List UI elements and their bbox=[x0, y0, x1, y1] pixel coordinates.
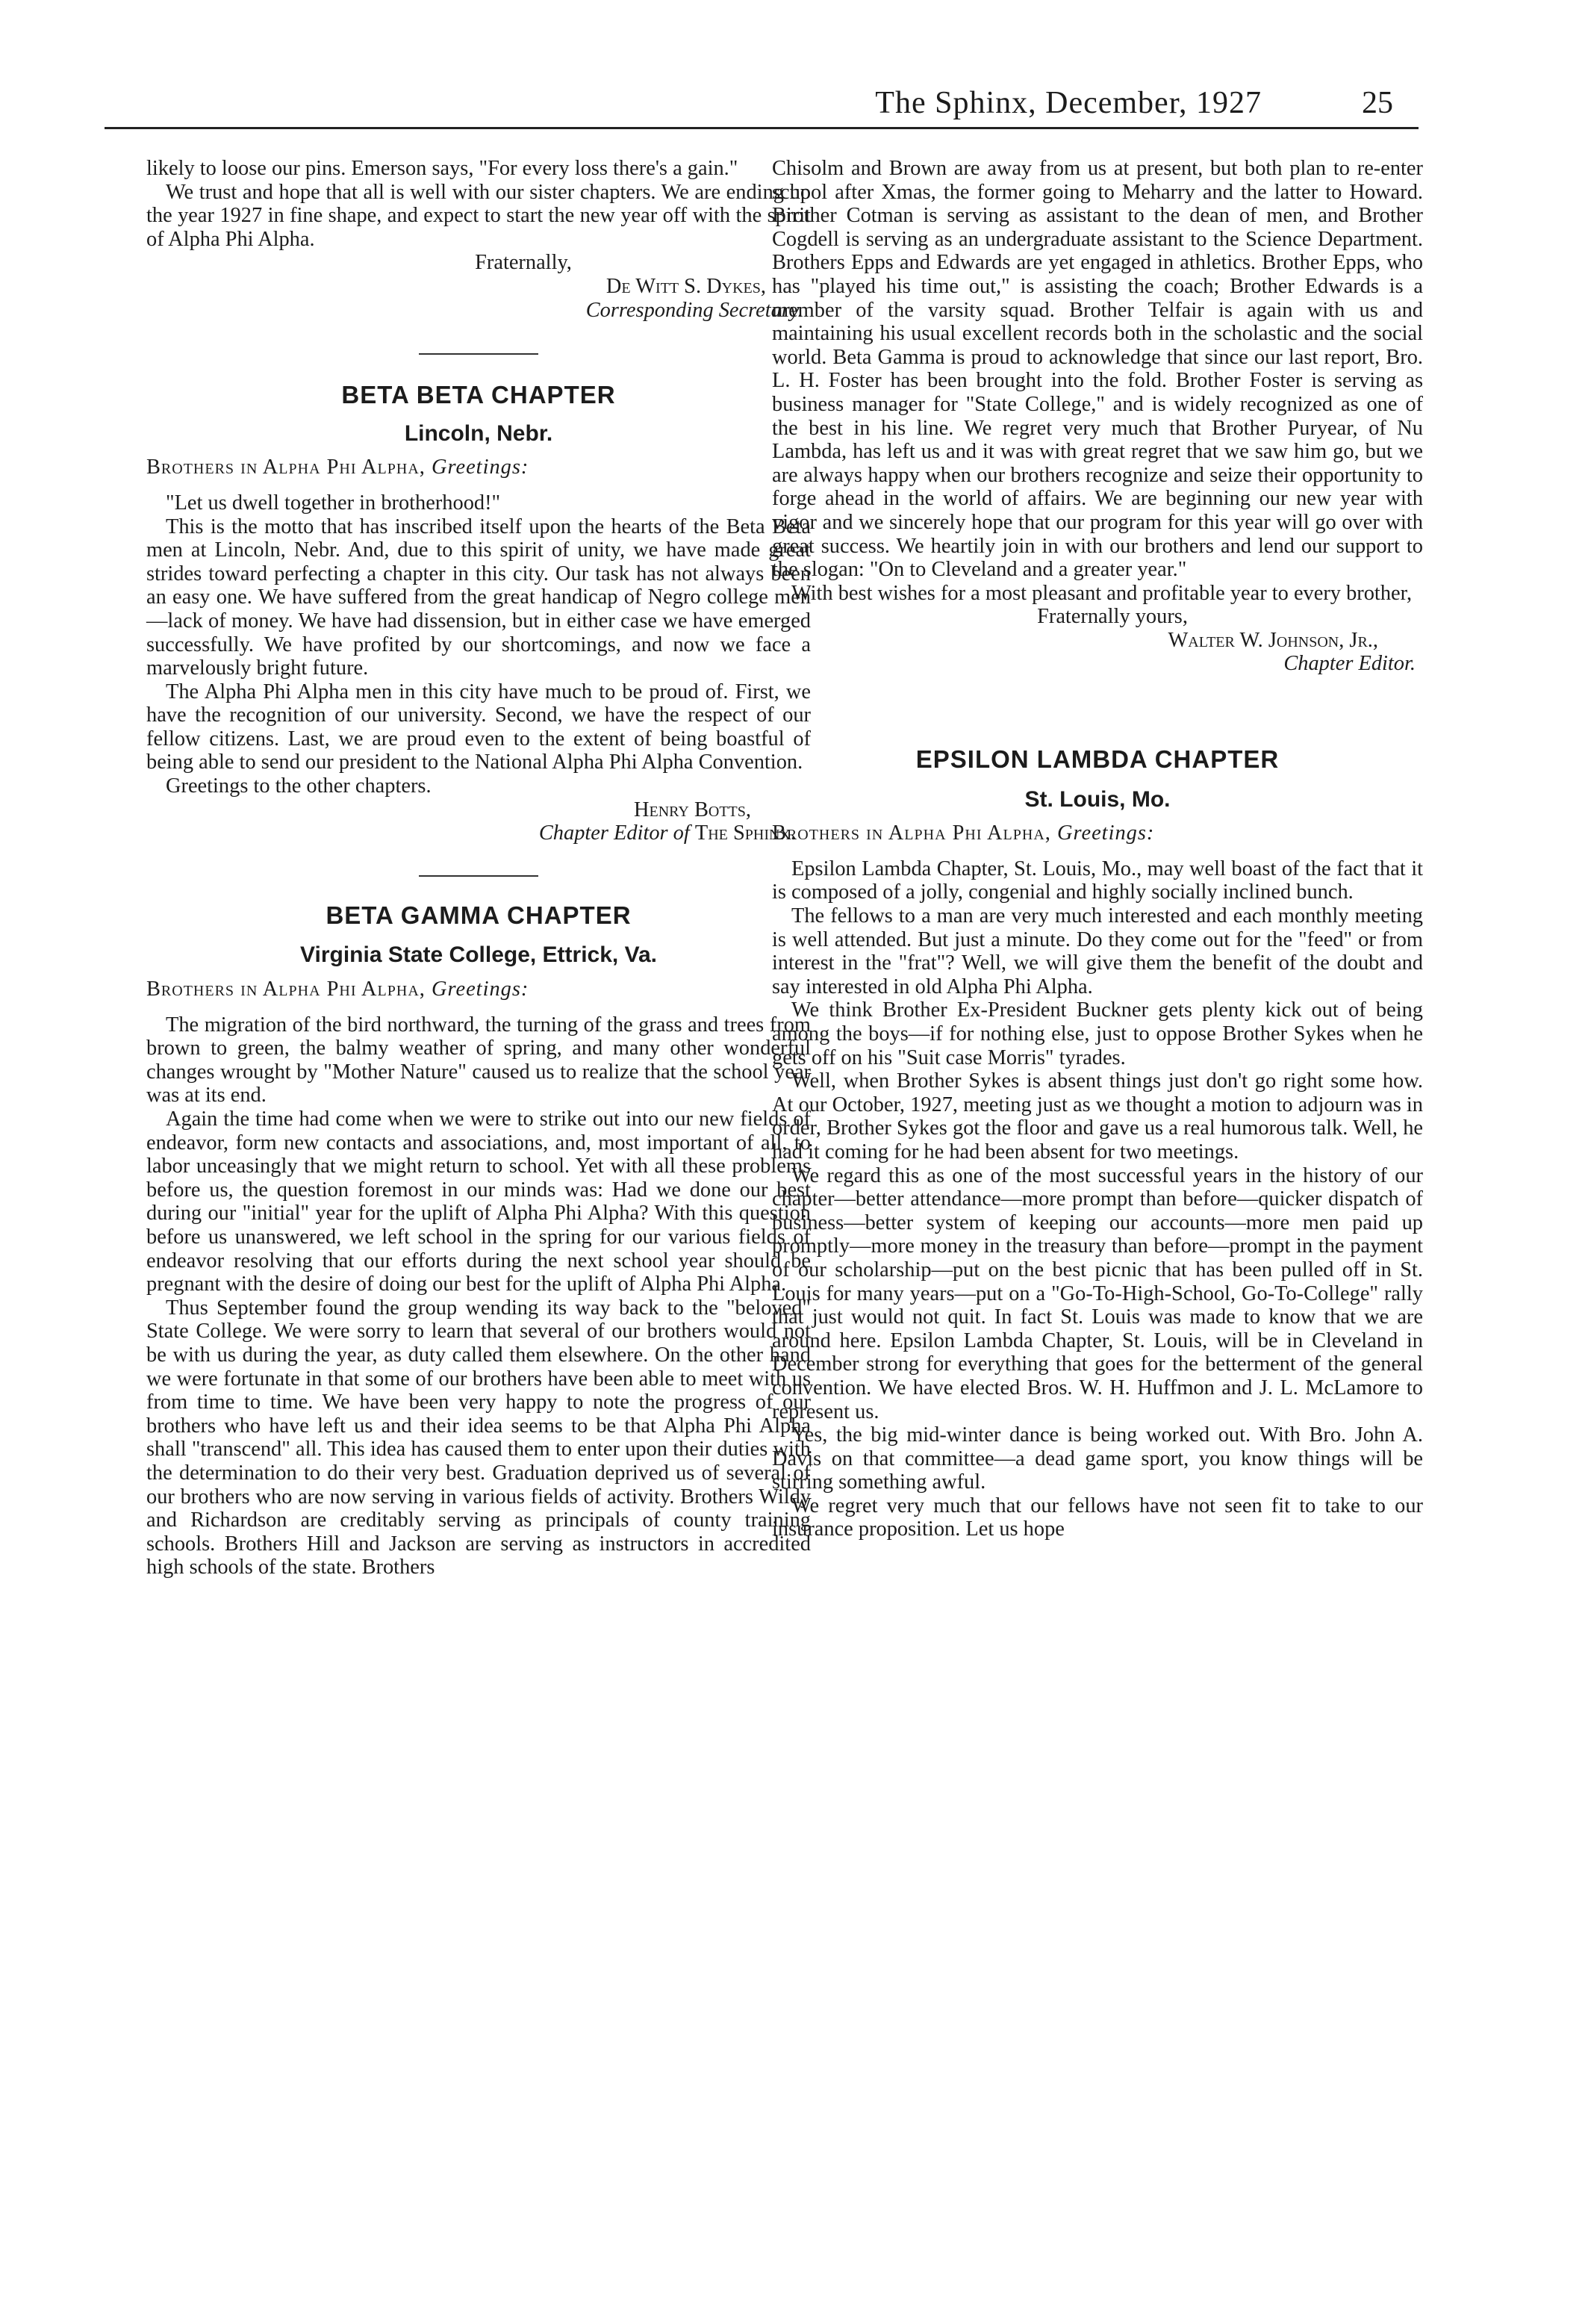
epsilon-lambda-salutation bbox=[772, 821, 1423, 845]
beta-beta-heading: BETA BETA CHAPTER bbox=[341, 381, 616, 409]
paragraph: The Alpha Phi Alpha men in this city have much to be proud of. First, we have the recognition of our university. Second, we have the respect of our fellow citizens. Last, we are proud even to the extent of being boastful of being able to send our president to the National Alpha Phi Alpha Convention. bbox=[146, 680, 811, 774]
salutation-text: Brothers in Alpha Phi Alpha, bbox=[772, 821, 1051, 845]
greeting-text: Greetings: bbox=[431, 456, 529, 479]
signature-title-line bbox=[146, 821, 811, 845]
paragraph: With best wishes for a most pleasant and profitable year to every brother, bbox=[791, 581, 1413, 605]
beta-gamma-location: Virginia State College, Ettrick, Va. bbox=[300, 942, 657, 968]
paragraph: "Let us dwell together in brotherhood!" bbox=[166, 491, 501, 515]
paragraph: Well, when Brother Sykes is absent things just don't go right some how. At our October, 1927, meeting just as we thought a motion to adjourn was in order, Brother Sykes got the floor and gave us a real humorous talk. Well, he had it coming for he had been absent for two meetings. bbox=[772, 1069, 1423, 1163]
beta-beta-location: Lincoln, Nebr. bbox=[404, 420, 553, 446]
signature: Henry Botts, bbox=[634, 798, 751, 821]
signature-publication: The Sphinx. bbox=[694, 821, 796, 845]
salutation-text: Brothers in Alpha Phi Alpha, bbox=[146, 456, 426, 479]
page-header bbox=[105, 81, 1419, 130]
closing: Fraternally yours, bbox=[1037, 605, 1188, 629]
salutation-text: Brothers in Alpha Phi Alpha, bbox=[146, 978, 426, 1001]
beta-beta-salutation bbox=[146, 456, 811, 479]
paragraph: Thus September found the group wending its way back to the "beloved" State College. We were sorry to learn that several of our brothers would not be with us during the year, as duty called them elsewhere. On the other hand we were fortunate in that some of our brothers have been able to meet with us from time to time. We have been very happy to note the progress of our brothers who have left us and their idea seems to be that Alpha Phi Alpha shall "transcend" all. This idea has caused them to enter upon their duties with the determination to do their very best. Graduation deprived us of several of our brothers who are now serving in various fields of activity. Brothers Wildy and Richardson are creditably serving as principals of county training schools. Brothers Hill and Jackson are serving as instructors in accredited high schools of the state. Brothers bbox=[146, 1296, 811, 1579]
signature: De Witt S. Dykes, bbox=[605, 274, 766, 298]
epsilon-lambda-location: St. Louis, Mo. bbox=[1024, 786, 1171, 812]
epsilon-lambda-heading: EPSILON LAMBDA CHAPTER bbox=[915, 745, 1280, 774]
beta-gamma-heading: BETA GAMMA CHAPTER bbox=[326, 901, 632, 929]
signature-title-line bbox=[772, 652, 1423, 676]
right-column bbox=[772, 157, 1423, 1541]
signature: Walter W. Johnson, Jr., bbox=[1168, 628, 1378, 652]
paragraph: This is the motto that has inscribed itself upon the hearts of the Beta Beta men at Lincoln, Nebr. And, due to this spirit of unity, we have made great strides toward perfecting a chapter in this city. Our task has not always been an easy one. We have suffered from the great handicap of Negro college men—lack of money. We have had dissension, but in either case we have emerged successfully. We have profited by our shortcomings, and now we face a marvelously bright future. bbox=[146, 515, 811, 680]
section-divider bbox=[419, 875, 538, 877]
paragraph: We think Brother Ex-President Buckner gets plenty kick out of being among the boys—if for nothing else, just to oppose Brother Sykes when he gets off on his "Suit case Morris" tyrades. bbox=[772, 998, 1423, 1069]
paragraph: Chisolm and Brown are away from us at present, but both plan to re-enter school after Xmas, the former going to Meharry and the latter to Howard. Brother Cotman is serving as assistant to the dean of men, and Brother Cogdell is serving as an undergraduate assistant to the Science Department. Brothers Epps and Edwards are yet engaged in athletics. Brother Epps, who has "played his time out," is assisting the coach; Brother Edwards is a member of the varsity squad. Brother Telfair is again with us and maintaining his usual excellent records both in the scholastic and the social world. Beta Gamma is proud to acknowledge that since our last report, Bro. L. H. Foster has been brought into the fold. Brother Foster is serving as business manager for "State College," and is widely recognized as one of the best in his line. We regret very much that Brother Puryear, of Nu Lambda, has left us and it was with great regret that we saw him go, but we are always happy when our brothers recognize and seize their opportunity to forge ahead in the world of affairs. We are beginning our new year with vigor and we sincerely hope that our program for this year will go over with great success. We heartily join in with our brothers and lend our support to the slogan: "On to Cleveland and a greater year." bbox=[772, 157, 1423, 582]
page-number: 25 bbox=[1362, 86, 1393, 120]
left-column bbox=[146, 157, 811, 1579]
signature-title: Corresponding Secretary. bbox=[585, 298, 803, 322]
header-rule bbox=[105, 127, 1419, 129]
paragraph: Epsilon Lambda Chapter, St. Louis, Mo., may well boast of the fact that it is composed of a jolly, congenial and highly socially inclined bunch. bbox=[772, 857, 1423, 904]
section-spacer bbox=[772, 676, 1423, 748]
paragraph: Again the time had come when we were to strike out into our new fields of endeavor, form new contacts and associations, and, most important of all, to labor unceasingly that we might return to school. Yet with all these problems before us, the question foremost in our minds was: Had we done our best during our "initial" year for the uplift of Alpha Phi Alpha? With this question before us unanswered, we left school in the spring for our various fields of endeavor resolving that our efforts during the next school year should be pregnant with the desire of doing our best for the uplift of Alpha Phi Alpha. bbox=[146, 1107, 811, 1296]
greeting-text: Greetings: bbox=[1056, 821, 1155, 845]
paragraph: The fellows to a man are very much interested and each monthly meeting is well attended. But just a minute. Do they come out for the "feed" or from interest in the "frat"? Well, we will give them the benefit of the doubt and say interested in old Alpha Phi Alpha. bbox=[772, 904, 1423, 998]
greeting-text: Greetings: bbox=[431, 978, 529, 1001]
beta-gamma-salutation bbox=[146, 978, 811, 1001]
paragraph: The migration of the bird northward, the turning of the grass and trees from brown to green, the balmy weather of spring, and many other wonderful changes wrought by "Mother Nature" caused us to realize that the school year was at its end. bbox=[146, 1013, 811, 1107]
closing: Fraternally, bbox=[475, 251, 572, 275]
paragraph: Yes, the big mid-winter dance is being worked out. With Bro. John A. Davis on that committee—a dead game sport, you know things will be stirring something awful. bbox=[772, 1423, 1423, 1494]
paragraph: Greetings to the other chapters. bbox=[166, 774, 432, 798]
signature-title-line bbox=[146, 299, 811, 323]
paragraph: likely to loose our pins. Emerson says, "For every loss there's a gain." bbox=[146, 157, 738, 180]
signature-title: Chapter Editor. bbox=[1283, 652, 1416, 676]
paragraph: We regard this as one of the most successful years in the history of our chapter—better attendance—more prompt than before—quicker dispatch of business—better system of keeping our accounts—more men paid up promptly—more money in the treasury than before—prompt in the payment of our scholarship—put on the best picnic that has been pulled off in St. Louis for many years—put on a "Go-To-High-School, Go-To-College" rally that just would not quit. In fact St. Louis was made to know that we are around here. Epsilon Lambda Chapter, St. Louis, will be in Cleveland in December strong for everything that goes for the betterment of the general convention. We have elected Bros. W. H. Huffmon and J. L. McLamore to represent us. bbox=[772, 1163, 1423, 1423]
running-title: The Sphinx, December, 1927 bbox=[875, 86, 1262, 120]
signature-title: Chapter Editor of bbox=[538, 821, 690, 845]
paragraph: We regret very much that our fellows have not seen fit to take to our insurance proposition. Let us hope bbox=[772, 1494, 1423, 1541]
paragraph: We trust and hope that all is well with our sister chapters. We are ending up the year 1927 in fine shape, and expect to start the new year off with the spirit of Alpha Phi Alpha. bbox=[146, 180, 811, 251]
section-divider bbox=[419, 353, 538, 355]
